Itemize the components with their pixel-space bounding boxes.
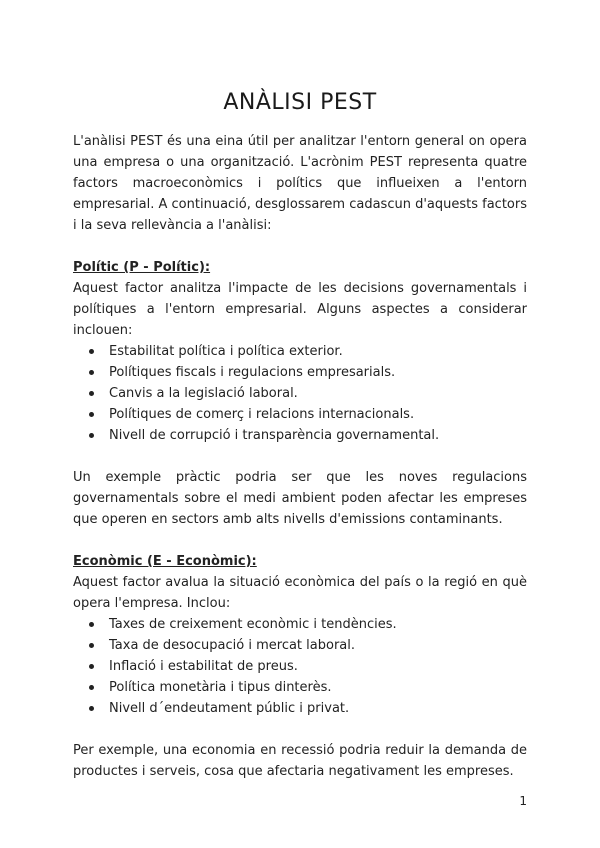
section-example-politic: Un exemple pràctic podria ser que les noves regulacions governamentals sobre el medi ambient poden afectar les empreses que operen en sectors amb alts nivells d'emissions contaminants. bbox=[73, 470, 527, 527]
document-page bbox=[73, 90, 527, 782]
spacer bbox=[73, 719, 527, 740]
bullet-list-politic bbox=[73, 341, 527, 446]
list-item: Nivell de corrupció i transparència governamental. bbox=[73, 425, 527, 446]
list-item: Canvis a la legislació laboral. bbox=[73, 383, 527, 404]
section-economic bbox=[73, 551, 527, 782]
list-item: Polítiques fiscals i regulacions empresarials. bbox=[73, 362, 527, 383]
list-item: Inflació i estabilitat de preus. bbox=[73, 656, 527, 677]
bullet-icon bbox=[89, 643, 94, 648]
bullet-icon bbox=[89, 433, 94, 438]
page-number: 1 bbox=[519, 794, 527, 808]
bullet-list-economic bbox=[73, 614, 527, 719]
list-item: Polítiques de comerç i relacions internacionals. bbox=[73, 404, 527, 425]
bullet-icon bbox=[89, 685, 94, 690]
section-politic bbox=[73, 257, 527, 530]
section-example-economic: Per exemple, una economia en recessió podria reduir la demanda de productes i serveis, cosa que afectaria negativament les empreses. bbox=[73, 743, 527, 779]
section-description-politic: Aquest factor analitza l'impacte de les decisions governamentals i polítiques a l'entorn empresarial. Alguns aspectes a considerar inclouen: bbox=[73, 281, 527, 338]
bullet-icon bbox=[89, 349, 94, 354]
spacer bbox=[73, 446, 527, 467]
list-item: Nivell d´endeutament públic i privat. bbox=[73, 698, 527, 719]
spacer bbox=[73, 236, 527, 257]
bullet-icon bbox=[89, 391, 94, 396]
section-description-economic: Aquest factor avalua la situació econòmica del país o la regió en què opera l'empresa. Inclou: bbox=[73, 575, 527, 611]
section-title-politic: Polític (P - Polític): bbox=[73, 260, 211, 275]
bullet-icon bbox=[89, 706, 94, 711]
bullet-icon bbox=[89, 622, 94, 627]
bullet-icon bbox=[89, 412, 94, 417]
spacer bbox=[73, 530, 527, 551]
list-item: Taxa de desocupació i mercat laboral. bbox=[73, 635, 527, 656]
page-title: ANÀLISI PEST bbox=[223, 90, 377, 115]
list-item: Estabilitat política i política exterior. bbox=[73, 341, 527, 362]
section-title-economic: Econòmic (E - Econòmic): bbox=[73, 554, 257, 569]
bullet-icon bbox=[89, 370, 94, 375]
list-item: Política monetària i tipus dinterès. bbox=[73, 677, 527, 698]
bullet-icon bbox=[89, 664, 94, 669]
intro-paragraph: L'anàlisi PEST és una eina útil per analitzar l'entorn general on opera una empresa o una organització. L'acrònim PEST representa quatre factors macroeconòmics i polítics que influeixen a l'entorn empresarial. A continuació, desglossarem cadascun d'aquests factors i la seva rellevància a l'anàlisi: bbox=[73, 134, 527, 233]
list-item: Taxes de creixement econòmic i tendències. bbox=[73, 614, 527, 635]
